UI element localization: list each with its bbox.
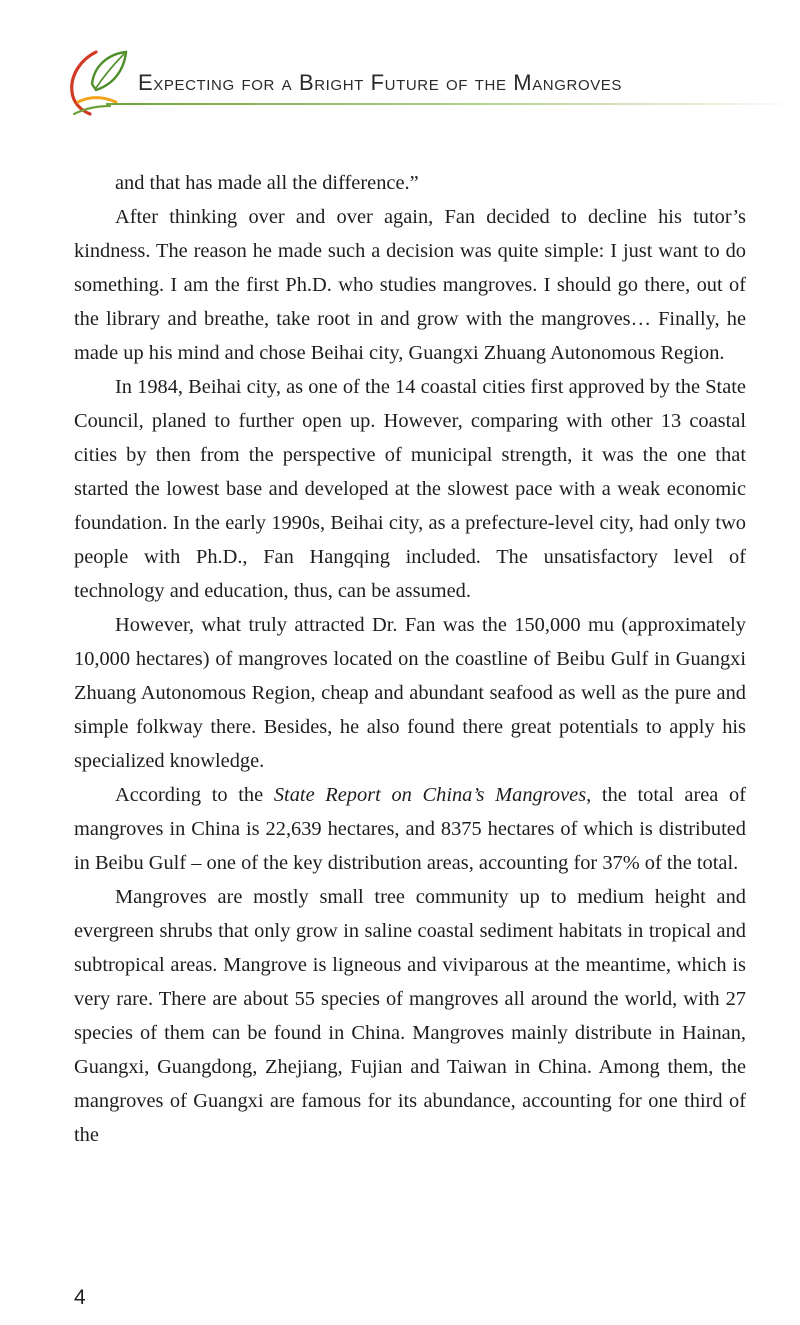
paragraph: However, what truly attracted Dr. Fan was the 150,000 mu (approximately 10,000 hectares) of mangroves located on the coastline of Beibu Gulf in Guangxi Zhuang Autonomous Region, cheap and abundant seafood as well as the pure and simple folkway there. Besides, he also found there great potentials to apply his specialized knowledge. [74,614,746,772]
paragraph-continued: and that has made all the difference.” [115,172,419,194]
report-title-italic: State Report on China’s Mangroves [273,784,587,806]
paragraph-text: , the total area of mangroves in China is 22,639 hectares, and 8375 hectares of which is distributed in Beibu Gulf – one of the key distribution areas, accounting for 37% of the total. [74,784,746,874]
paragraph: In 1984, Beihai city, as one of the 14 coastal cities first approved by the State Council, planed to further open up. However, comparing with other 13 coastal cities by then from the perspective of municipal strength, it was the one that started the lowest base and developed at the slowest pace with a weak economic foundation. In the early 1990s, Beihai city, as a prefecture-level city, had only two people with Ph.D., Fan Hangqing included. The unsatisfactory level of technology and education, thus, can be assumed. [74,376,746,602]
paragraph-text: According to the [115,784,274,806]
header-rule [106,103,796,105]
running-header [62,44,762,124]
leaf-logo-icon [62,44,142,118]
paragraph: After thinking over and over again, Fan decided to decline his tutor’s kindness. The reason he made such a decision was quite simple: I just want to do something. I am the first Ph.D. who studies mangroves. I should go there, out of the library and breathe, take root in and grow with the mangroves… Finally, he made up his mind and chose Beihai city, Guangxi Zhuang Autonomous Region. [74,206,746,364]
running-title: Expecting for a Bright Future of the Mangroves [138,70,623,95]
paragraph [74,778,746,880]
body-text [74,166,746,1152]
paragraph: Mangroves are mostly small tree community up to medium height and evergreen shrubs that only grow in saline coastal sediment habitats in tropical and subtropical areas. Mangrove is ligneous and viviparous at the meantime, which is very rare. There are about 55 species of mangroves all around the world, with 27 species of them can be found in China. Mangroves mainly distribute in Hainan, Guangxi, Guangdong, Zhejiang, Fujian and Taiwan in China. Among them, the mangroves of Guangxi are famous for its abundance, accounting for one third of the [74,886,746,1146]
page-number: 4 [74,1286,86,1309]
